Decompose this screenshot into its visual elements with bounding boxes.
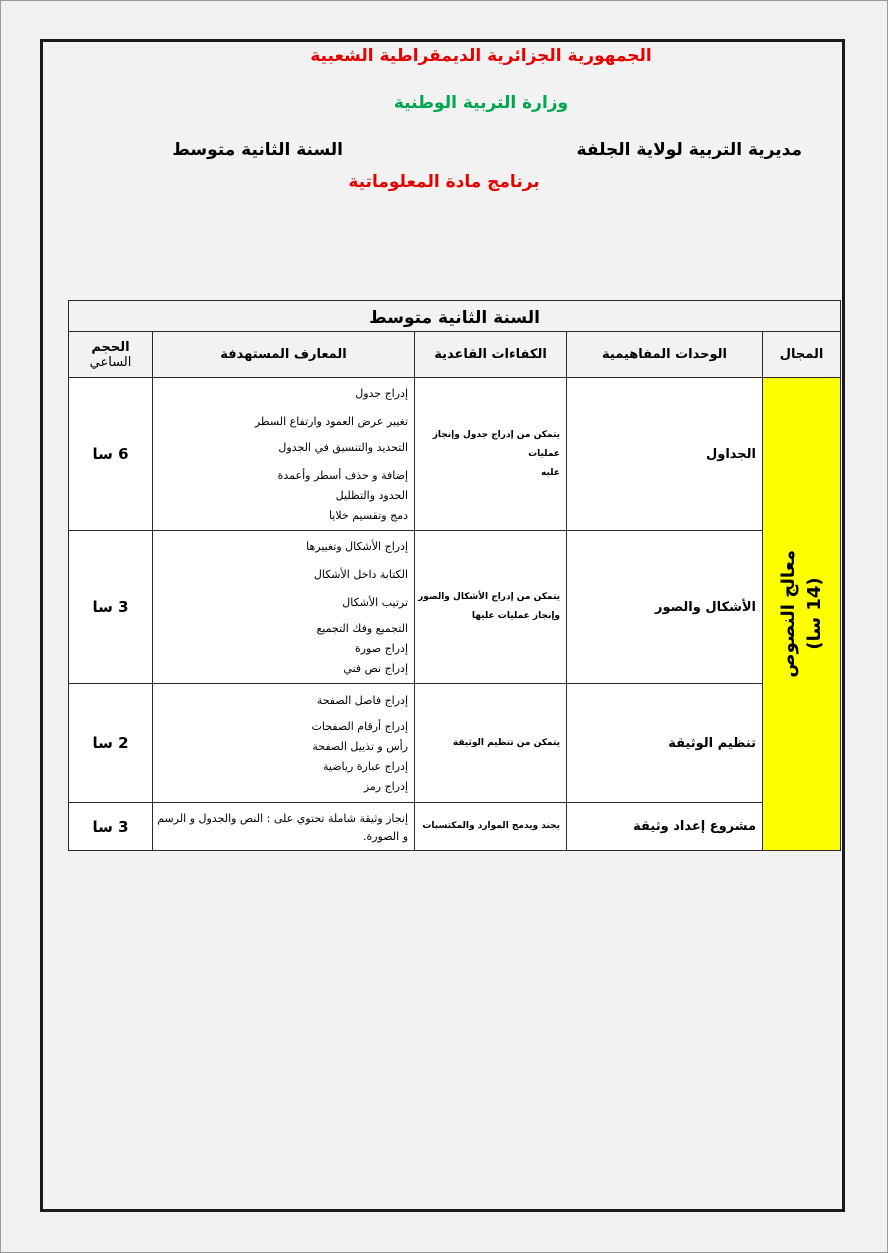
table-row (69, 803, 841, 851)
volume-cell: 3 سا (69, 803, 153, 851)
directorate-label: مديرية التربية لولاية الجلفة (576, 140, 802, 160)
column-header-volume (69, 332, 153, 378)
knowledge-item: إدراج رمز (363, 780, 409, 793)
knowledge-item: الكتابة داخل الأشكال (313, 568, 409, 581)
competency-line: عليه (541, 467, 561, 478)
volume-cell: 3 سا (69, 531, 153, 684)
competency-line: يجند ويدمج الموارد والمكتسبات (422, 821, 561, 831)
knowledge-cell (153, 531, 415, 684)
ministry-title: وزارة التربية الوطنية (393, 93, 569, 113)
knowledge-cell (153, 803, 415, 851)
knowledge-item: التجميع وفك التجميع (316, 622, 409, 635)
field-cell (763, 378, 841, 851)
competency-cell (415, 684, 567, 803)
knowledge-item: إدراج جدول (355, 387, 409, 400)
knowledge-item: إدراج فاصل الصفحة (316, 694, 409, 707)
knowledge-cell (153, 378, 415, 531)
knowledge-item: دمج وتقسيم خلايا (328, 509, 409, 522)
volume-cell: 2 سا (69, 684, 153, 803)
knowledge-item: إدراج نص فني (343, 662, 409, 675)
knowledge-item: تغيير عرض العمود وارتفاع السطر (254, 415, 409, 428)
table-title: السنة الثانية متوسط (69, 301, 841, 332)
knowledge-item: إنجاز وثيقة شاملة تحتوي على : النص والجدول و الرسم و الصورة. (157, 811, 409, 843)
curriculum-table (68, 300, 841, 851)
column-header-units: الوحدات المفاهيمية (567, 332, 763, 378)
competency-line: يتمكن من تنظيم الوثيقة (452, 737, 561, 748)
knowledge-item: رأس و تذييل الصفحة (312, 740, 409, 753)
competency-cell (415, 378, 567, 531)
volume-header-line2: الساعي (89, 354, 132, 370)
table-row (69, 684, 841, 803)
column-header-knowledge: المعارف المستهدفة (153, 332, 415, 378)
column-header-competencies: الكفاءات القاعدية (415, 332, 567, 378)
knowledge-item: إدراج الأشكال وتغييرها (306, 540, 409, 553)
knowledge-cell (153, 684, 415, 803)
knowledge-item: الحدود والتظليل (335, 489, 409, 502)
knowledge-item: ترتيب الأشكال (342, 596, 409, 609)
school-year-label: السنة الثانية متوسط (172, 140, 343, 160)
field-label-line2: (14 سا) (803, 577, 825, 651)
knowledge-item: إدراج أرقام الصفحات (311, 720, 409, 733)
knowledge-item: التحديد والتنسيق في الجدول (278, 441, 409, 454)
volume-header-line1: الحجم (91, 339, 130, 355)
republic-title: الجمهورية الجزائرية الديمقراطية الشعبية (310, 46, 652, 66)
competency-line: يتمكن من إدراج جدول وإنجاز عمليات (432, 429, 561, 459)
competency-cell (415, 531, 567, 684)
table-row (69, 378, 841, 531)
competency-cell (415, 803, 567, 851)
unit-cell: الأشكال والصور (567, 531, 763, 684)
knowledge-item: إدراج عبارة رياضية (323, 760, 409, 773)
field-label-line1: معالج النصوص (777, 550, 799, 678)
unit-cell: تنظيم الوثيقة (567, 684, 763, 803)
knowledge-item: إدراج صورة (354, 642, 409, 655)
column-header-field: المجال (763, 332, 841, 378)
volume-cell: 6 سا (69, 378, 153, 531)
table-row (69, 531, 841, 684)
unit-cell: الجداول (567, 378, 763, 531)
unit-cell: مشروع إعداد وثيقة (567, 803, 763, 851)
program-title: برنامج مادة المعلوماتية (348, 172, 540, 192)
competency-line: وإنجاز عمليات عليها (471, 611, 561, 621)
field-label (776, 550, 828, 678)
competency-line: يتمكن من إدراج الأشكال والصور (418, 592, 561, 602)
knowledge-item: إضافة و حذف أسطر وأعمدة (277, 469, 409, 482)
